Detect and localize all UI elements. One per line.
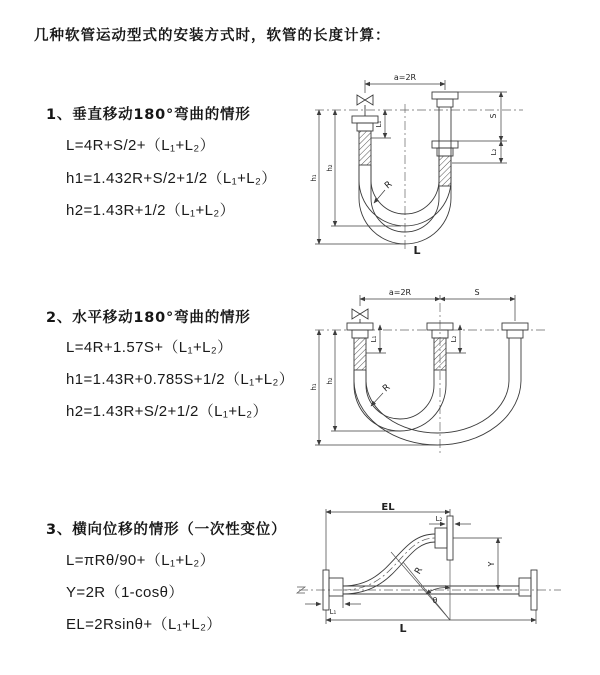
centerlines	[315, 303, 547, 453]
radius-callout	[371, 383, 392, 406]
section-2-formula-L: L=4R+1.57S+（L₁+L₂）	[66, 339, 233, 356]
radius-callout	[374, 180, 394, 203]
diagram-lateral-displacement	[293, 502, 598, 657]
dim-a2r-label: a=2R	[393, 73, 417, 82]
valve-icon	[352, 309, 368, 323]
section-1-formula-h2: h2=1.43R+1/2（L₁+L₂）	[66, 202, 236, 219]
dim-l2-label: L₂	[435, 515, 443, 523]
section-1-formula-h1: h1=1.432R+S/2+1/2（L₁+L₂）	[66, 170, 277, 187]
dim-l1-label: L₁	[329, 608, 337, 616]
dim-y-label: Y	[487, 561, 496, 567]
dim-l2-label: L₂	[490, 148, 498, 156]
section-2-heading: 2、水平移动180°弯曲的情形	[46, 310, 251, 326]
dim-h1-label: h₁	[310, 174, 318, 182]
left-flange	[347, 323, 373, 370]
section-1-heading: 1、垂直移动180°弯曲的情形	[46, 107, 251, 123]
dim-el	[326, 502, 450, 570]
dim-h2-label: h₂	[326, 164, 334, 172]
middle-flange	[427, 323, 453, 370]
right-flange-positions	[432, 92, 458, 186]
dim-l	[326, 610, 536, 635]
dim-a2r	[360, 288, 515, 321]
dim-l2-label: L₂	[450, 335, 458, 343]
section-3-formula-Y: Y=2R（1-cosθ）	[66, 584, 184, 601]
dim-h1-label: h₁	[310, 383, 318, 391]
section-3-heading: 3、横向位移的情形（一次性变位）	[46, 522, 287, 538]
dim-l1	[366, 325, 386, 353]
section-3-formula-L: L=πRθ/90+（L₁+L₂）	[66, 552, 215, 569]
section-3-formula-EL: EL=2Rsinθ+（L₁+L₂）	[66, 616, 222, 633]
section-1-formula-L: L=4R+S/2+（L₁+L₂）	[66, 137, 216, 154]
curved-hose	[343, 516, 453, 594]
dim-l-label: L	[399, 622, 407, 635]
page-title: 几种软管运动型式的安装方式时，软管的长度计算：	[34, 28, 391, 44]
section-2-formula-h2: h2=1.43R+S/2+1/2（L₁+L₂）	[66, 403, 268, 420]
dim-l1	[371, 110, 391, 138]
radius-label: R	[381, 382, 393, 395]
length-label: L	[413, 244, 421, 257]
angle-label: θ	[432, 596, 438, 605]
centerlines	[315, 104, 523, 250]
dim-a2r-label: a=2R	[388, 288, 412, 297]
valve-icon	[357, 95, 373, 116]
section-2-formula-h1: h1=1.43R+0.785S+1/2（L₁+L₂）	[66, 371, 295, 388]
dim-el-label: EL	[381, 502, 395, 513]
dim-h2	[326, 110, 401, 226]
dim-a2r	[365, 73, 445, 93]
dim-s-label: S	[489, 113, 498, 119]
dim-h2-label: h₂	[326, 377, 334, 385]
radius-label: R	[383, 179, 395, 192]
dim-s	[452, 92, 507, 163]
dim-l1	[305, 596, 361, 616]
dim-l1-label: L₁	[375, 120, 383, 128]
dim-y	[453, 538, 502, 590]
dim-l1-label: L₁	[370, 335, 378, 343]
diagram-horizontal-movement	[305, 285, 590, 465]
dim-s-label: S	[474, 288, 480, 297]
radius-label: R	[413, 565, 426, 577]
diagram-vertical-movement	[305, 68, 590, 258]
right-flange	[502, 323, 528, 338]
dim-l2	[446, 325, 466, 353]
